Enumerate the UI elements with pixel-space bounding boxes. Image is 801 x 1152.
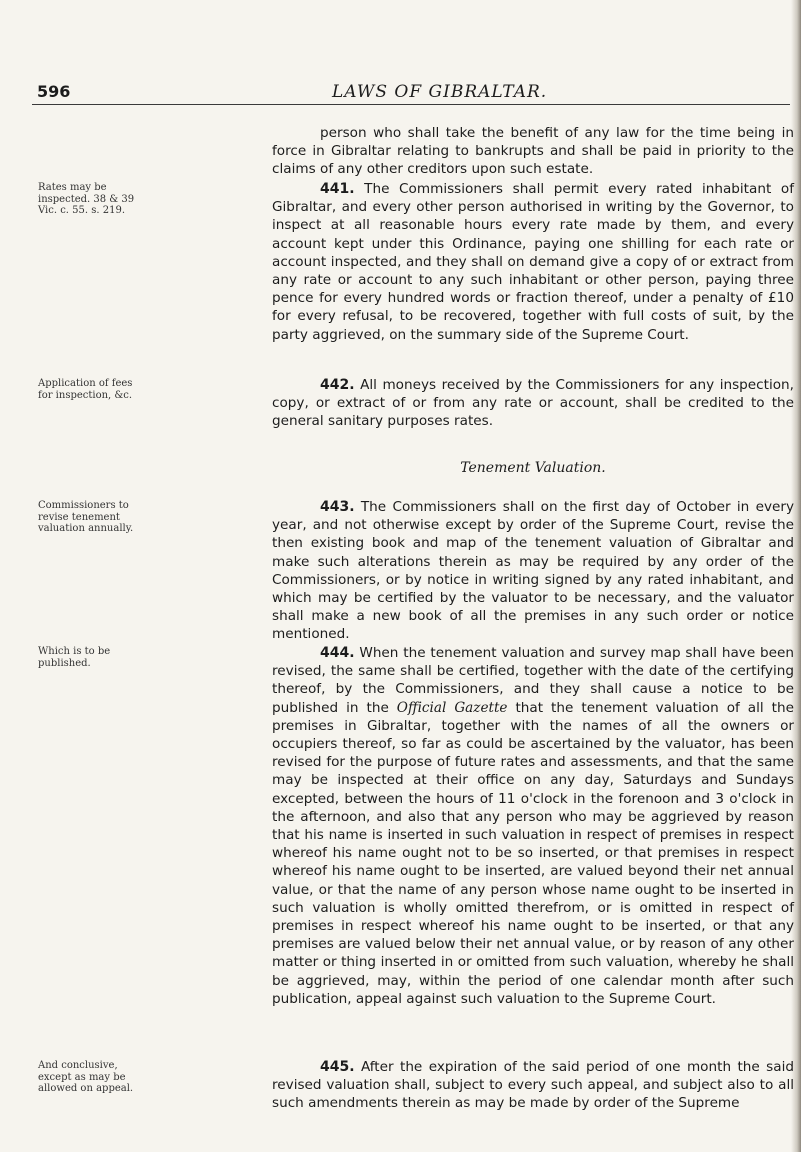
section-number: 444. xyxy=(320,645,355,661)
section-text-a: When the tenement valuation and survey map shall have been revised, the same shall be certified, together with the date of the certifying thereof, by the Commissioners, and they shall cause a notice to be published in the xyxy=(272,645,794,716)
section-number: 442. xyxy=(320,377,355,393)
marginal-note-which-published: Which is to be published. xyxy=(38,646,111,669)
running-title: LAWS OF GIBRALTAR. xyxy=(332,82,548,102)
section-number: 441. xyxy=(320,181,355,197)
official-gazette-text: Official Gazette xyxy=(396,699,508,716)
marginal-note-conclusive: And conclusive, except as may be allowed on appeal. xyxy=(38,1060,134,1094)
section-441 xyxy=(272,180,794,344)
section-text: The Commissioners shall on the first day of October in every year, and not otherwise except by order of the Supreme Court, revise the then existing book and map of the tenement valuation of Gibraltar and make such alterations therein as may be required by any order of the Commissioners, or by notice in writing signed by any rated inhabitant, and which may be certified by the valuator to be necessary, and the valuator shall make a new book of all the premises in any such order or notice mentioned. xyxy=(272,499,794,643)
section-number: 443. xyxy=(320,499,355,515)
section-number: 445. xyxy=(320,1059,355,1075)
page-number: 596 xyxy=(37,82,71,101)
continuation-text: person who shall take the benefit of any law for the time being in force in Gibraltar relating to bankrupts and shall be paid in priority to the claims of any other creditors upon such estate. xyxy=(272,125,794,178)
section-445 xyxy=(272,1058,794,1113)
section-text-b: that the tenement valuation of all the premises in Gibraltar, together with the names of all the owners or occupiers thereof, so far as could be ascertained by the valuator, has been revised for the purpose of future rates and assessments, and that the same may be inspected at their office on any day, Saturdays and Sundays excepted, between the hours of 11 o'clock in the forenoon and 3 o'clock in the afternoon, and also that any person who may be aggrieved by reason that his name is inserted in such valuation in respect of premises in respect whereof his name ought not to be so inserted, or that premises in respect whereof his name ought to be inserted, are valued beyond their net annual value, or that the name of any person whose name ought to be inserted in such valuation is wholly omitted therefrom, or is omitted in respect of premises in respect whereof his name ought to be inserted, or that any premises are valued below their net annual value, or by reason of any other matter or thing inserted in or omitted from such valuation, whereby he shall be aggrieved, may, within the period of one calendar month after such publication, appeal against such valuation to the Supreme Court. xyxy=(272,699,794,1007)
section-heading: Tenement Valuation. xyxy=(460,460,606,476)
marginal-note-rates-inspected: Rates may be inspected. 38 & 39 Vic. c. 55. s. 219. xyxy=(38,182,135,216)
marginal-note-application-fees: Application of fees for inspection, &c. xyxy=(38,378,133,401)
continuation-paragraph xyxy=(272,124,794,179)
marginal-note-commissioners-revise: Commissioners to revise tenement valuation annually. xyxy=(38,500,134,534)
section-text: All moneys received by the Commissioners for any inspection, copy, or extract of or from any rate or account, shall be credited to the general sanitary purposes rates. xyxy=(272,377,794,430)
section-text: After the expiration of the said period of one month the said revised valuation shall, subject to every such appeal, and subject also to all such amendments therein as may be made by order of the Supreme xyxy=(272,1059,794,1112)
section-text: The Commissioners shall permit every rated inhabitant of Gibraltar, and every other person authorised in writing by the Governor, to inspect at all reasonable hours every rate made by them, and every account kept under this Ordinance, paying one shilling for each rate or account inspected, and they shall on demand give a copy of or extract from any rate or account to any such inhabitant or other person, paying three pence for every hundred words or fraction thereof, under a penalty of £10 for every refusal, to be recovered, together with full costs of suit, by the party aggrieved, on the summary side of the Supreme Court. xyxy=(272,181,794,343)
section-443 xyxy=(272,498,794,644)
page-header xyxy=(0,82,801,106)
header-rule xyxy=(32,104,790,105)
section-442 xyxy=(272,376,794,431)
section-444 xyxy=(272,644,794,1008)
